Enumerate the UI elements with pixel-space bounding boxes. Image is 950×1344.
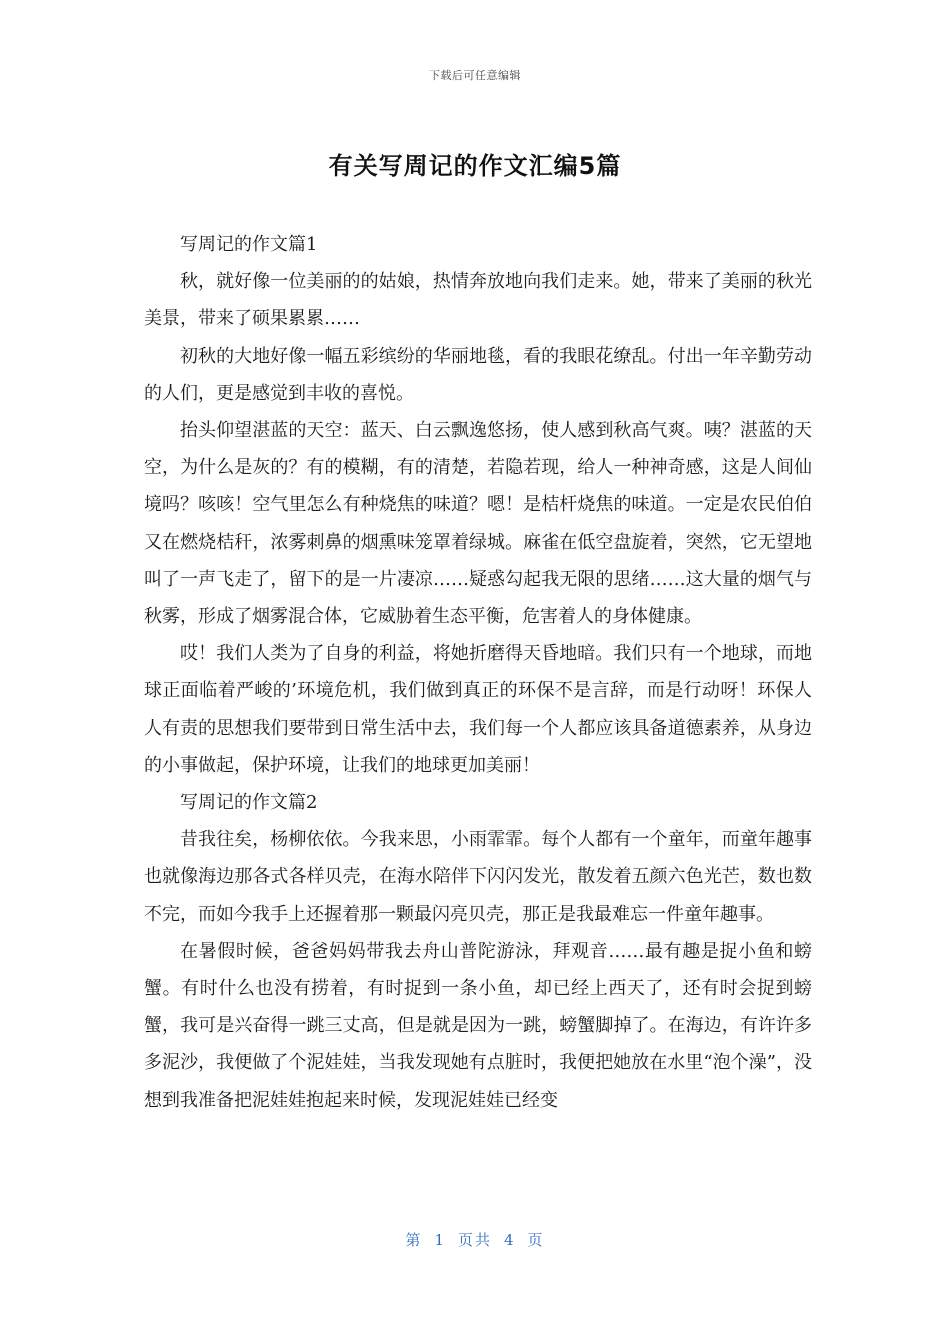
page-footer: [0, 1229, 950, 1250]
footer-total-pages: 4: [504, 1231, 516, 1249]
document-body: [144, 226, 812, 1119]
paragraph: 抬头仰望湛蓝的天空：蓝天、白云飘逸悠扬，使人感到秋高气爽。咦？湛蓝的天空，为什么是灰的？有的模糊，有的清楚，若隐若现，给人一种神奇感，这是人间仙境吗？咳咳！空气里怎么有种烧焦的味道？嗯！是桔杆烧焦的味道。一定是农民伯伯又在燃烧桔秆，浓雾刺鼻的烟熏味笼罩着绿城。麻雀在低空盘旋着，突然，它无望地叫了一声飞走了，留下的是一片凄凉……疑惑勾起我无限的思绪……这大量的烟气与秋雾，形成了烟雾混合体，它威胁着生态平衡，危害着人的身体健康。: [144, 420, 812, 628]
footer-label-of: 页共: [457, 1231, 492, 1249]
paragraph: 初秋的大地好像一幅五彩缤纷的华丽地毯，看的我眼花缭乱。付出一年辛勤劳动的人们，更是感觉到丰收的喜悦。: [144, 345, 812, 404]
paragraph: 秋，就好像一位美丽的的姑娘，热情奔放地向我们走来。她，带来了美丽的秋光美景，带来了硕果累累……: [144, 271, 812, 330]
document-title: 有关写周记的作文汇编5篇: [328, 152, 622, 180]
header-note: 下载后可任意编辑: [429, 69, 521, 82]
footer-label-page: 第: [405, 1231, 423, 1249]
section-heading: 写周记的作文篇2: [180, 792, 318, 814]
footer-page-number: 1: [434, 1231, 446, 1249]
footer-label-pages: 页: [527, 1231, 545, 1249]
paragraph: 哎！我们人类为了自身的利益，将她折磨得天昏地暗。我们只有一个地球，而地球正面临着严峻的’环境危机，我们做到真正的环保不是言辞，而是行动呀！环保人人有责的思想我们要带到日常生活中去，我们每一个人都应该具备道德素养，从身边的小事做起，保护环境，让我们的地球更加美丽！: [144, 643, 812, 776]
paragraph: 在暑假时候，爸爸妈妈带我去舟山普陀游泳，拜观音……最有趣是捉小鱼和螃蟹。有时什么也没有捞着，有时捉到一条小鱼，却已经上西天了，还有时会捉到螃蟹，我可是兴奋得一跳三丈高，但是就是因为一跳，螃蟹脚掉了。在海边，有许许多多泥沙，我便做了个泥娃娃，当我发现她有点脏时，我便把她放在水里“泡个澡”，没想到我准备把泥娃娃抱起来时候，发现泥娃娃已经变: [144, 940, 812, 1111]
paragraph: 昔我往矣，杨柳依依。今我来思，小雨霏霏。每个人都有一个童年，而童年趣事也就像海边那各式各样贝壳，在海水陪伴下闪闪发光，散发着五颜六色光芒，数也数不完，而如今我手上还握着那一颗最闪亮贝壳，那正是我最难忘一件童年趣事。: [144, 829, 812, 925]
section-heading: 写周记的作文篇1: [180, 234, 318, 255]
